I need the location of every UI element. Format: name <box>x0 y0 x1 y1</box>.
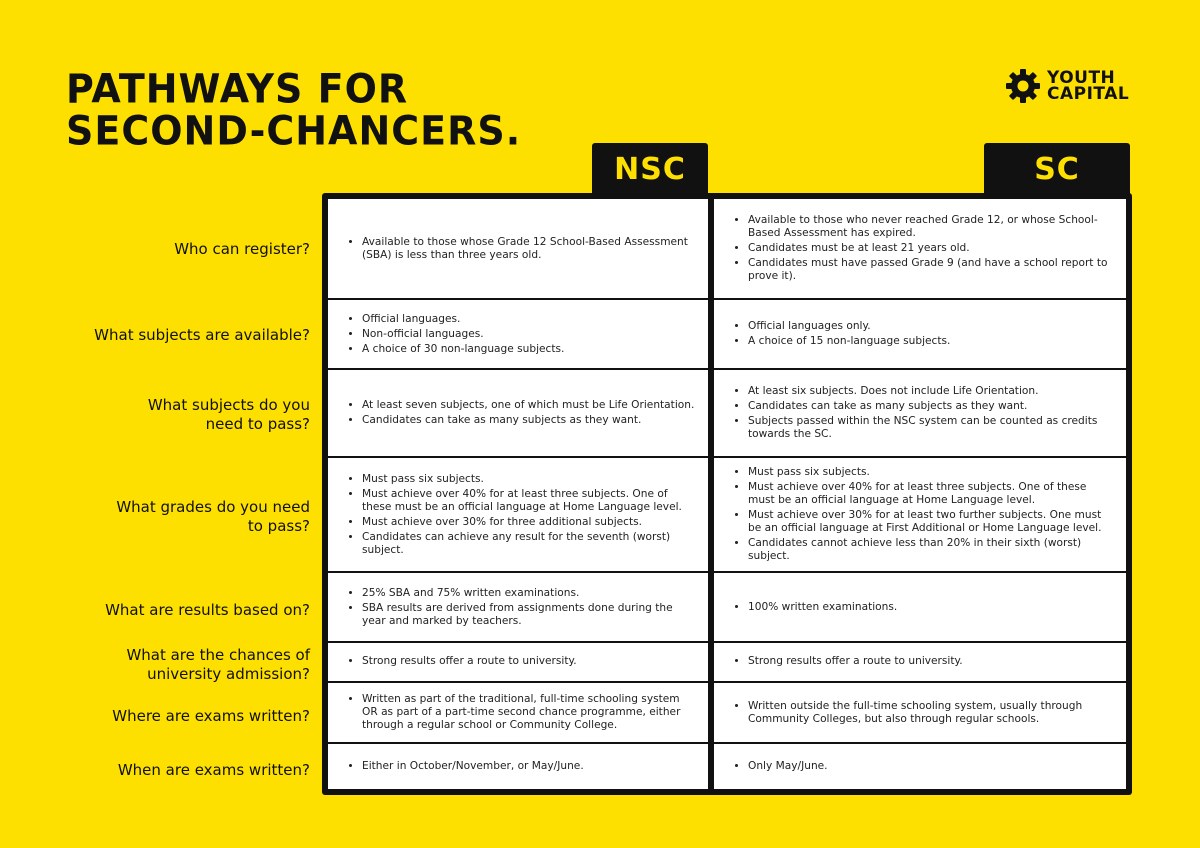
sc-bullet-list <box>732 464 1116 565</box>
list-item: • Official languages only. <box>748 320 950 333</box>
list-item: • At least seven subjects, one of which must be Life Orientation. <box>362 399 694 412</box>
nsc-bullet-list <box>346 585 698 630</box>
sc-bullet-list <box>732 698 1116 728</box>
list-item: • Candidates can take as many subjects as they want. <box>748 400 1116 413</box>
nsc-cell <box>328 683 708 743</box>
nsc-bullet-list <box>346 234 698 264</box>
title-line-2: SECOND-CHANCERS. <box>66 107 522 155</box>
logo-line-2: CAPITAL <box>1047 84 1130 104</box>
sc-cell <box>714 573 1126 641</box>
sc-cell <box>714 744 1126 789</box>
sc-column <box>714 199 1126 789</box>
sc-cell <box>714 300 1126 368</box>
list-item: • Candidates cannot achieve less than 20% in their sixth (worst) subject. <box>748 537 1116 563</box>
row-question-label: Who can register? <box>174 239 310 258</box>
row-question-label: What grades do you need to pass? <box>116 498 310 535</box>
nsc-cell <box>328 744 708 789</box>
nsc-cell <box>328 643 708 681</box>
list-item: • Official languages. <box>362 313 564 326</box>
nsc-cell <box>328 370 708 456</box>
row-question-label: When are exams written? <box>117 761 310 779</box>
row-question-label: What are results based on? <box>105 600 310 619</box>
nsc-cell <box>328 300 708 368</box>
row-question-label: What are the chances of university admission? <box>126 646 310 683</box>
list-item: • Candidates can take as many subjects as they want. <box>362 414 694 427</box>
sc-cell <box>714 643 1126 681</box>
list-item: • Must achieve over 40% for at least three subjects. One of these must be an official language at Home Language level. <box>362 488 698 514</box>
row-question-label: Where are exams written? <box>112 706 310 725</box>
nsc-bullet-list <box>346 758 584 775</box>
list-item: • Written as part of the traditional, full-time schooling system OR as part of a part-time second chance programme, either through a regular school or Community College. <box>362 693 698 732</box>
list-item: • Candidates must have passed Grade 9 (and have a school report to prove it). <box>748 257 1116 283</box>
sc-bullet-list <box>732 318 950 350</box>
list-item: • 100% written examinations. <box>748 601 897 614</box>
list-item: • 25% SBA and 75% written examinations. <box>362 587 698 600</box>
nsc-cell <box>328 458 708 571</box>
nsc-column-header: NSC <box>592 143 708 195</box>
nsc-bullet-list <box>346 311 564 358</box>
nsc-bullet-list <box>346 653 577 670</box>
gear-icon <box>1005 68 1041 104</box>
list-item: • Must pass six subjects. <box>748 466 1116 479</box>
list-item: • Must pass six subjects. <box>362 473 698 486</box>
list-item: • Available to those whose Grade 12 School-Based Assessment (SBA) is less than three years old. <box>362 236 698 262</box>
sc-bullet-list <box>732 383 1116 443</box>
sc-cell <box>714 458 1126 571</box>
list-item: • A choice of 30 non-language subjects. <box>362 343 564 356</box>
sc-cell <box>714 199 1126 298</box>
nsc-column <box>328 199 708 789</box>
youth-capital-logo <box>1005 68 1129 104</box>
list-item: • Strong results offer a route to university. <box>748 655 963 668</box>
list-item: • Subjects passed within the NSC system can be counted as credits towards the SC. <box>748 415 1116 441</box>
list-item: • A choice of 15 non-language subjects. <box>748 335 950 348</box>
comparison-table <box>322 193 1132 795</box>
list-item: • Only May/June. <box>748 760 828 773</box>
list-item: • Either in October/November, or May/June. <box>362 760 584 773</box>
list-item: • Strong results offer a route to university. <box>362 655 577 668</box>
list-item: • SBA results are derived from assignments done during the year and marked by teachers. <box>362 602 698 628</box>
page-title <box>66 65 522 155</box>
sc-cell <box>714 683 1126 743</box>
nsc-bullet-list <box>346 397 694 429</box>
list-item: • Candidates can achieve any result for the seventh (worst) subject. <box>362 531 698 557</box>
list-item: • Available to those who never reached Grade 12, or whose School-Based Assessment has expired. <box>748 214 1116 240</box>
nsc-cell <box>328 199 708 298</box>
list-item: • Must achieve over 30% for three additional subjects. <box>362 516 698 529</box>
list-item: • Written outside the full-time schooling system, usually through Community Colleges, but also through regular schools. <box>748 700 1116 726</box>
list-item: • Non-official languages. <box>362 328 564 341</box>
row-question-label: What subjects are available? <box>94 325 310 344</box>
list-item: • Must achieve over 30% for at least two further subjects. One must be an official language at First Additional or Home Language level. <box>748 509 1116 535</box>
list-item: • Candidates must be at least 21 years old. <box>748 242 1116 255</box>
sc-bullet-list <box>732 758 828 775</box>
sc-cell <box>714 370 1126 456</box>
list-item: • Must achieve over 40% for at least three subjects. One of these must be an official language at Home Language level. <box>748 481 1116 507</box>
sc-bullet-list <box>732 599 897 616</box>
nsc-bullet-list <box>346 691 698 734</box>
nsc-bullet-list <box>346 471 698 559</box>
sc-bullet-list <box>732 653 963 670</box>
sc-column-header: SC <box>984 143 1130 195</box>
row-question-label: What subjects do you need to pass? <box>147 395 310 433</box>
title-line-1: PATHWAYS FOR <box>66 65 409 113</box>
logo-text <box>1047 70 1129 102</box>
list-item: • At least six subjects. Does not include Life Orientation. <box>748 385 1116 398</box>
nsc-cell <box>328 573 708 641</box>
sc-bullet-list <box>732 212 1116 285</box>
logo-line-1: YOUTH <box>1047 68 1116 88</box>
